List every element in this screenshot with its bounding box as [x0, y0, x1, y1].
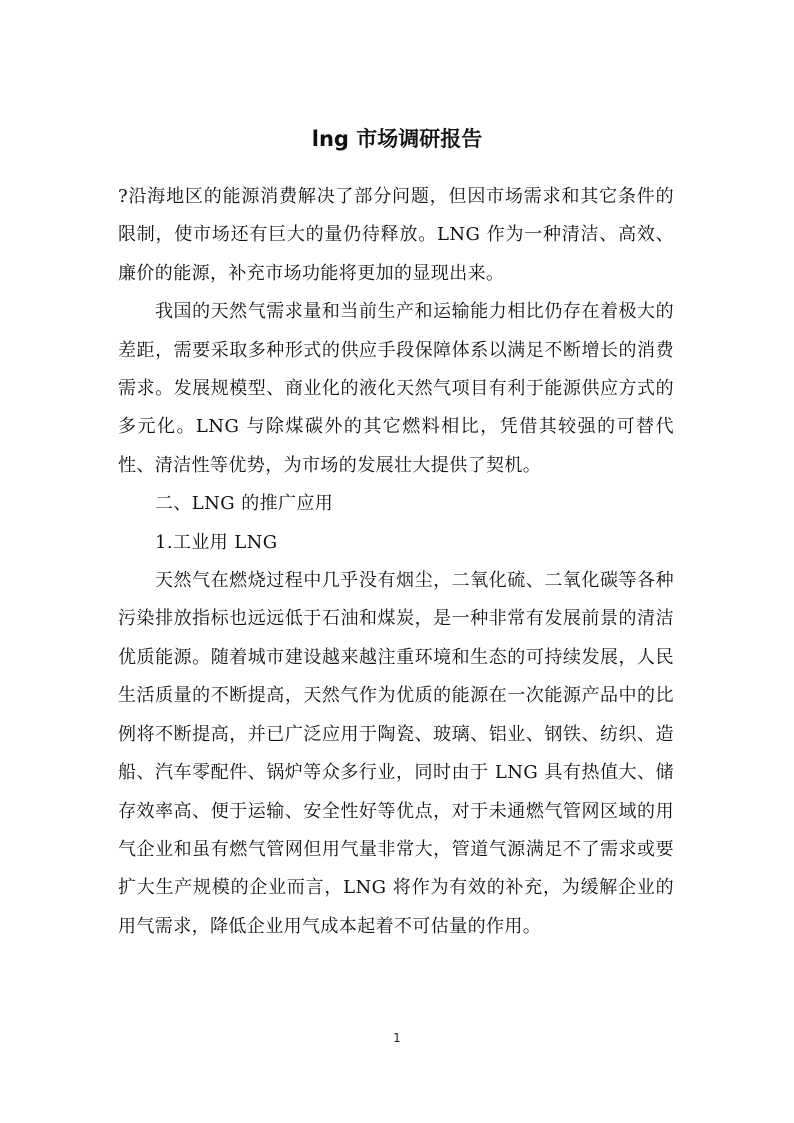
document-body	[118, 178, 674, 946]
paragraph-industrial-use: 天然气在燃烧过程中几乎没有烟尘，二氧化硫、二氧化碳等各种污染排放指标也远远低于石油和煤炭，是一种非常有发展前景的清洁优质能源。随着城市建设越来越注重环境和生态的可持续发展，人民生活质量的不断提高，天然气作为优质的能源在一次能源产品中的比例将不断提高，并已广泛应用于陶瓷、玻璃、铝业、钢铁、纺织、造船、汽车零配件、锅炉等众多行业，同时由于 LNG 具有热值大、储存效率高、便于运输、安全性好等优点，对于未通燃气管网区域的用气企业和虽有燃气管网但用气量非常大，管道气源满足不了需求或要扩大生产规模的企业而言，LNG 将作为有效的补充，为缓解企业的用气需求，降低企业用气成本起着不可估量的作用。	[118, 570, 674, 937]
page-number: 1	[393, 1031, 401, 1045]
section-heading-promotion: 二、LNG 的推广应用	[155, 493, 334, 515]
paragraph-intro: ?沿海地区的能源消费解决了部分问题，但因市场需求和其它条件的限制，使市场还有巨大的量仍待释放。LNG 作为一种清洁、高效、廉价的能源，补充市场功能将更加的显现出来。	[118, 186, 674, 284]
document-title: lng 市场调研报告	[311, 127, 483, 151]
subsection-heading-industrial: 1.工业用 LNG	[155, 531, 278, 553]
paragraph-demand-gap: 我国的天然气需求量和当前生产和运输能力相比仍存在着极大的差距，需要采取多种形式的供应手段保障体系以满足不断增长的消费需求。发展规模型、商业化的液化天然气项目有利于能源供应方式的多元化。LNG 与除煤碳外的其它燃料相比，凭借其较强的可替代性、清洁性等优势，为市场的发展壮大提供了契机。	[118, 301, 674, 476]
